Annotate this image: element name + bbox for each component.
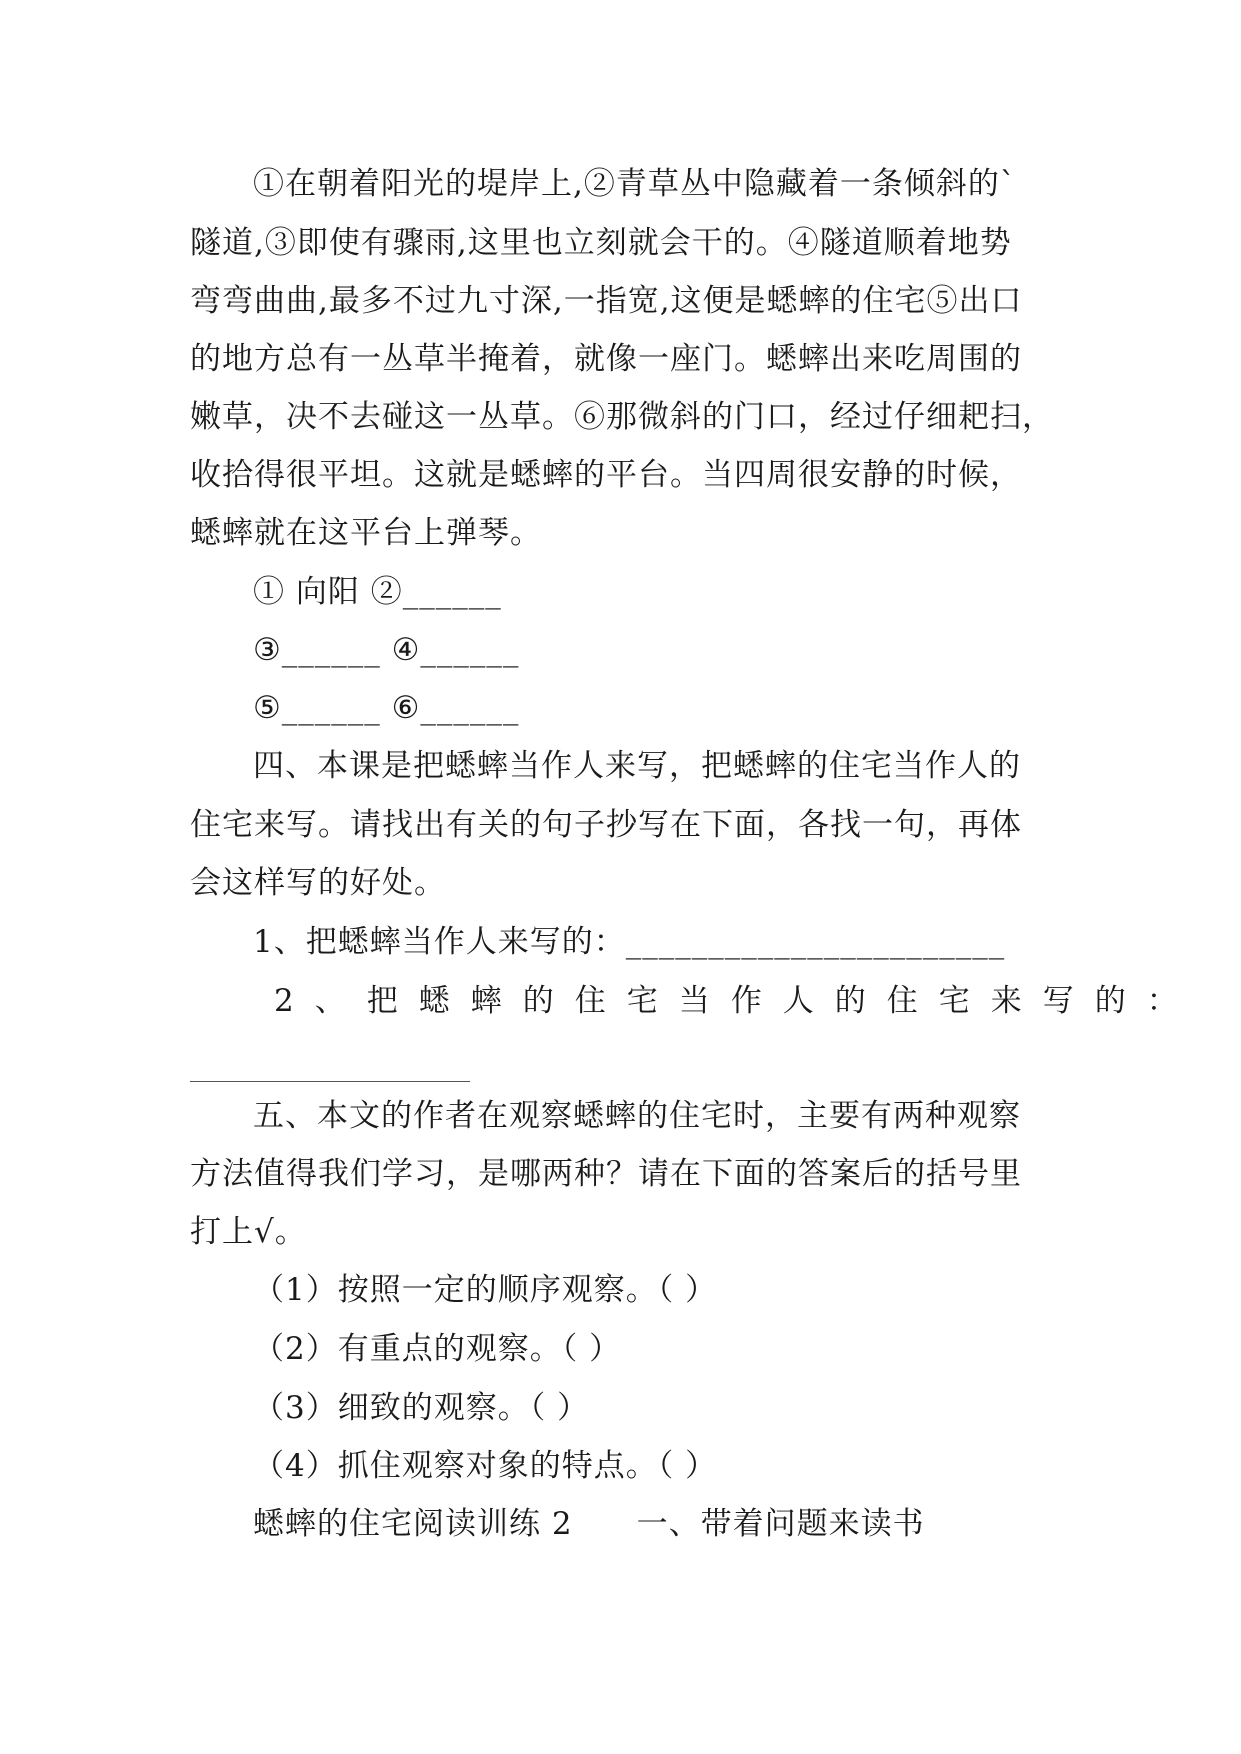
q5-line-3: 打上√。 — [190, 1214, 307, 1250]
q5-option-1: （1）按照一定的顺序观察。（ ） — [253, 1272, 718, 1308]
answer-row-3: ⑤______ ⑥______ — [253, 690, 520, 726]
passage-line-5: 嫩草，决不去碰这一丛草。⑥那微斜的门口，经过仔细耙扫， — [190, 399, 1054, 435]
passage-line-4: 的地方总有一丛草半掩着，就像一座门。蟋蟀出来吃周围的 — [190, 341, 1022, 377]
q5-option-3: （3）细致的观察。（ ） — [253, 1390, 590, 1426]
passage-line-2: 隧道,③即使有骤雨,这里也立刻就会干的。④隧道顺着地势 — [190, 225, 1012, 261]
section-heading: 蟋蟀的住宅阅读训练 2 一、带着问题来读书 — [253, 1506, 925, 1542]
passage-line-7: 蟋蟀就在这平台上弹琴。 — [190, 515, 542, 551]
q4-line-1: 四、本课是把蟋蟀当作人来写，把蟋蟀的住宅当作人的 — [253, 748, 1021, 784]
q4-item-2: 2、把蟋蟀的住宅当作人的住宅来写的： — [274, 983, 1199, 1019]
q5-line-2: 方法值得我们学习，是哪两种？请在下面的答案后的括号里 — [190, 1156, 1022, 1192]
q5-line-1: 五、本文的作者在观察蟋蟀的住宅时，主要有两种观察 — [253, 1098, 1021, 1134]
passage-line-3: 弯弯曲曲,最多不过九寸深,一指宽,这便是蟋蟀的住宅⑤出口 — [190, 283, 1023, 319]
q5-option-2: （2）有重点的观察。（ ） — [253, 1331, 622, 1367]
q4-line-3: 会这样写的好处。 — [190, 865, 446, 901]
passage-line-1: ①在朝着阳光的堤岸上,②青草丛中隐藏着一条倾斜的` — [253, 166, 1017, 202]
answer-blank-line — [190, 1081, 470, 1082]
passage-line-6: 收拾得很平坦。这就是蟋蟀的平台。当四周很安静的时候， — [190, 457, 1022, 493]
q5-option-4: （4）抓住观察对象的特点。（ ） — [253, 1448, 718, 1484]
answer-row-2: ③______ ④______ — [253, 632, 520, 668]
q4-item-1: 1、把蟋蟀当作人来写的：_______________________ — [253, 924, 1006, 960]
answer-row-1: ① 向阳 ②______ — [253, 574, 502, 610]
q4-line-2: 住宅来写。请找出有关的句子抄写在下面，各找一句，再体 — [190, 807, 1022, 843]
